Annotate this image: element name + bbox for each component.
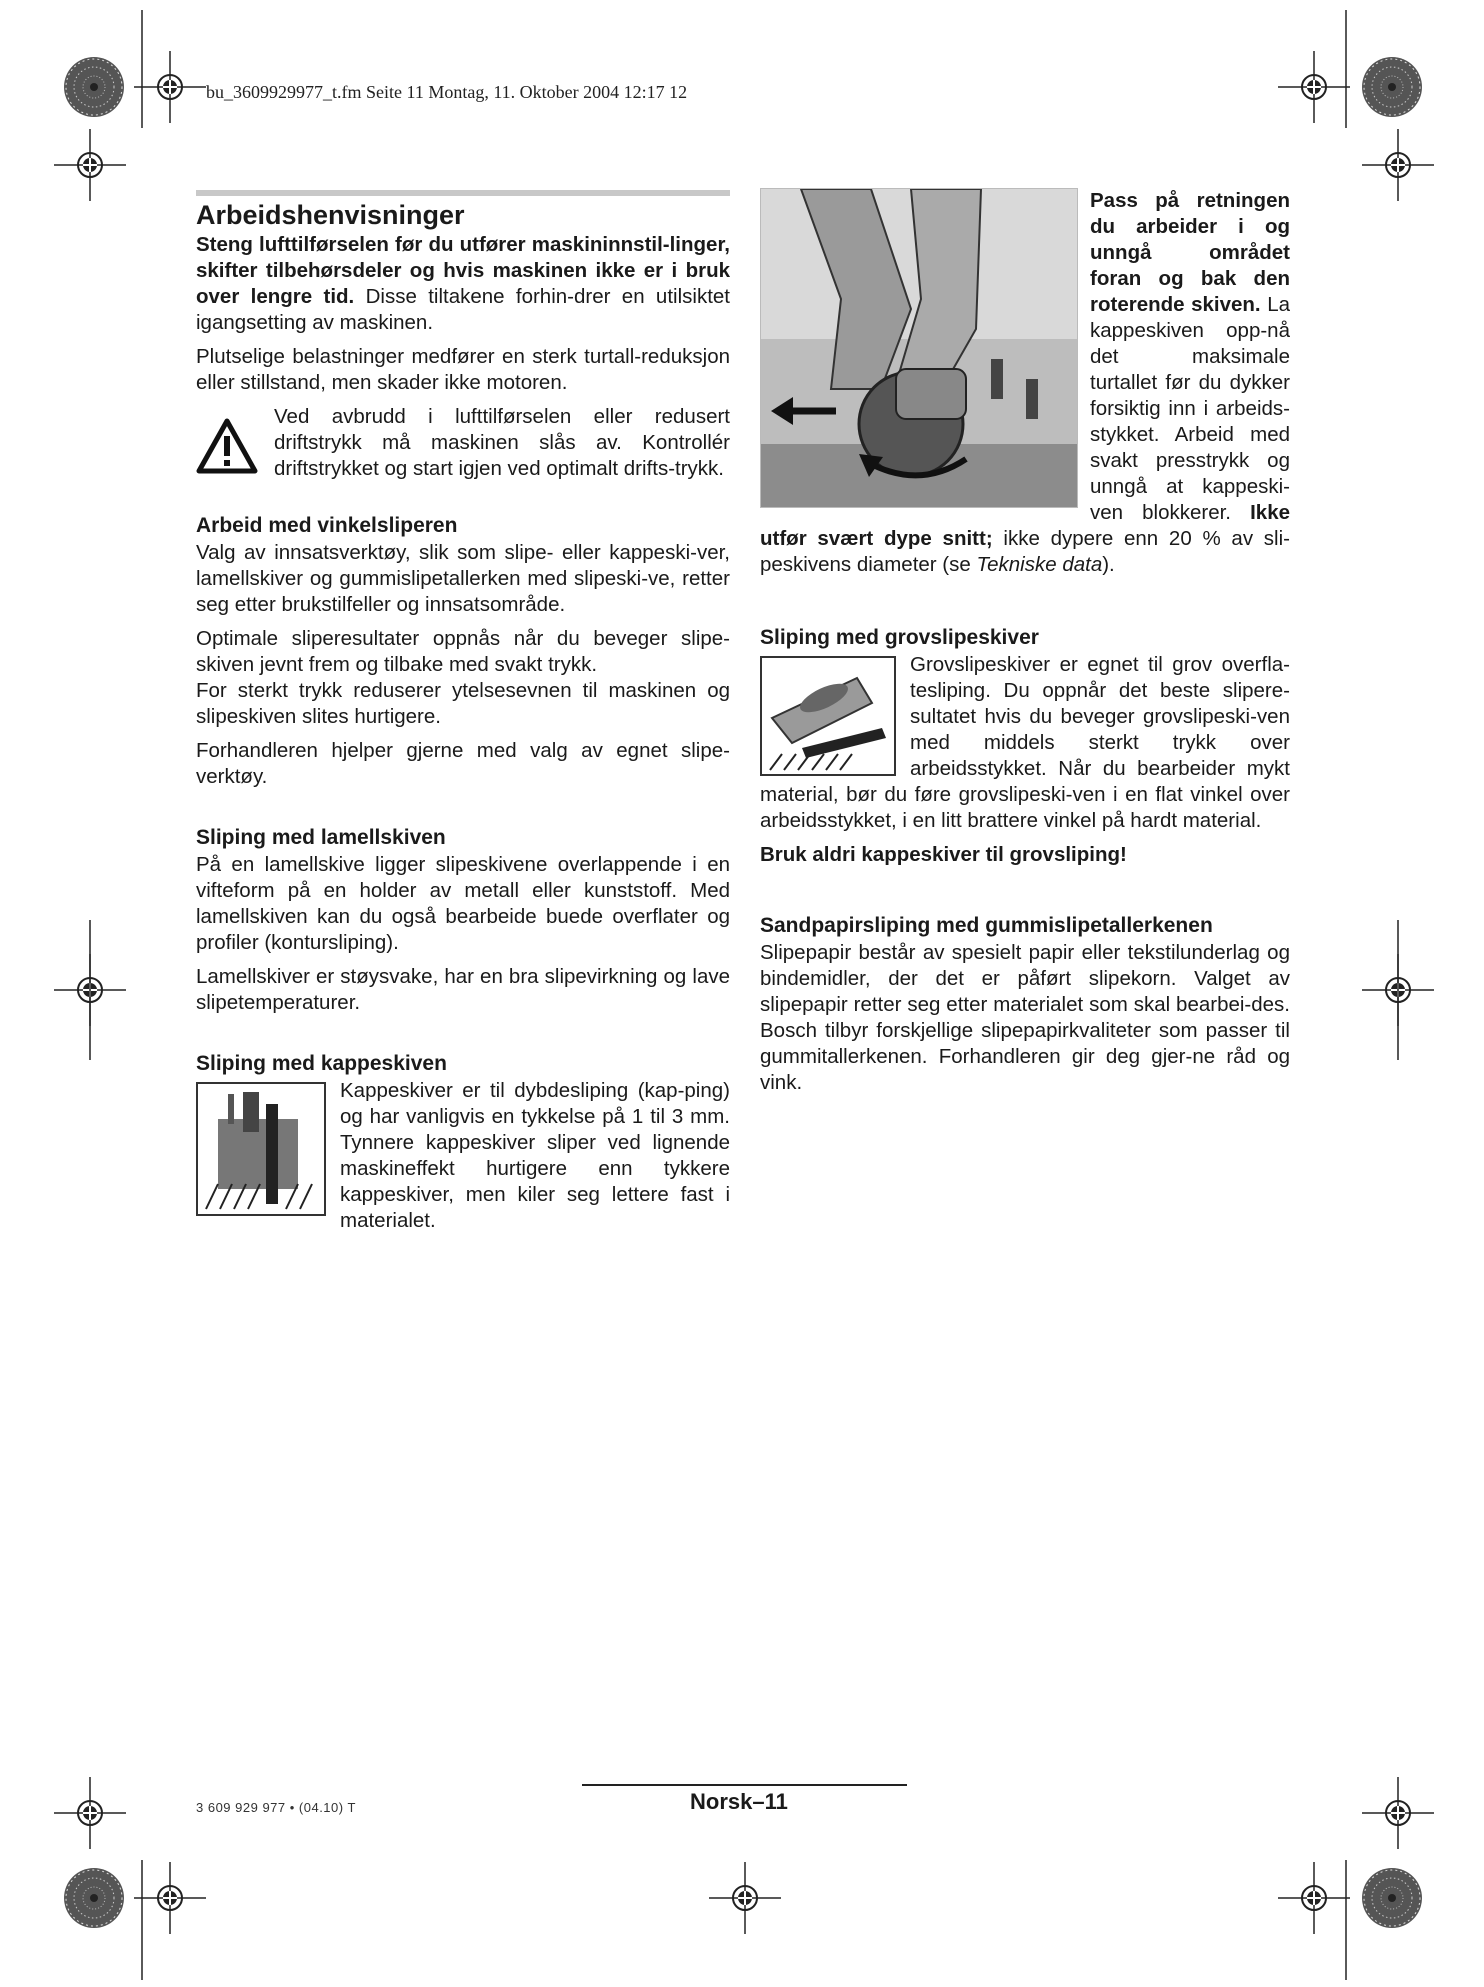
- angle-paragraph-2: Optimale sliperesultater oppnås når du beveger slipe-skiven jevnt frem og tilbake med svakt trykk.: [196, 627, 730, 676]
- right-column: [760, 188, 1290, 1104]
- intro-bold: Steng lufttilførselen før du utfører maskininnstil-linger, skifter tilbehørsdeler og hvis maskinen ikke er i bruk over lengre tid.: [196, 233, 730, 308]
- coarse-paragraph: Grovslipeskiver er egnet til grov overfla-tesliping. Du oppnår det beste slipere-sultatet hvis du beveger grovslipeski-ven med middels sterkt trykk over arbeidsstykket. Når du bearbeider mykt material, bør du føre grovslipeski-ven i en flat vinkel over arbeidsstykket, i en litt brattere vinkel på hardt material.: [760, 653, 1290, 832]
- file-header-line: bu_3609929977_t.fm Seite 11 Montag, 11. Oktober 2004 12:17 12: [206, 82, 688, 102]
- section-title: Arbeidshenvisninger: [196, 200, 465, 230]
- cutting-direction-illustration: [760, 188, 1078, 508]
- cutting-direction-text-2: ikke dypere enn 20 % av sli-peskivens diameter (se: [760, 527, 1290, 576]
- intro-rest: Disse tiltakene forhin-drer en utilsiktet igangsetting av maskinen.: [196, 285, 730, 334]
- page-number: Norsk–11: [690, 1789, 788, 1814]
- heading-lamell: Sliping med lamellskiven: [196, 826, 446, 849]
- lamell-paragraph-1: På en lamellskive ligger slipeskivene overlappende i en vifteform på en holder av metall eller kunststoff. Med lamellskiven kan du også bearbeide buede overflater og profiler (kontursliping).: [196, 853, 730, 954]
- angle-paragraph-1: Valg av innsatsverktøy, slik som slipe- eller kappeski-ver, lamellskiver og gummislipetallerken med slipeski-ve, retter seg etter brukstilfeller og innsatsområde.: [196, 541, 730, 616]
- cutting-direction-text-3: ).: [1102, 553, 1115, 576]
- intro-paragraph: [196, 232, 730, 336]
- heading-sanding: Sandpapirsliping med gummislipetallerkenen: [760, 914, 1213, 937]
- cutting-direction-block: [760, 188, 1290, 578]
- lamell-paragraph-2: Lamellskiver er støysvake, har en bra slipevirkning og lave slipetemperaturer.: [196, 965, 730, 1014]
- cutting-disc-illustration: [196, 1082, 326, 1216]
- warning-block: [196, 404, 730, 482]
- cutting-direction-text-1: La kappeskiven opp-nå det maksimale turtallet før du dykker forsiktig inn i arbeids-stykket. Arbeid med svakt presstrykk og unngå at kappeski-ven blokkerer.: [1090, 293, 1290, 524]
- angle-paragraph-3: For sterkt trykk reduserer ytelsesevnen til maskinen og slipeskiven slites hurtigere.: [196, 679, 730, 728]
- cutting-direction-bold-2: Ikke utfør svært dype snitt;: [760, 501, 1290, 550]
- footer-rule: [582, 1784, 907, 1786]
- cutting-direction-bold: Pass på retningen du arbeider i og unngå området foran og bak den roterende skiven.: [1090, 189, 1290, 316]
- left-column: [196, 198, 730, 1234]
- cutting-block: [196, 1078, 730, 1234]
- heading-angle-grinder: Arbeid med vinkelsliperen: [196, 514, 458, 537]
- technical-data-ref: Tekniske data: [976, 553, 1103, 576]
- document-code: 3 609 929 977 • (04.10) T: [196, 1800, 356, 1815]
- cutting-paragraph: Kappeskiver er til dybdesliping (kap-ping) og har vanligvis en tykkelse på 1 til 3 mm. Tynnere kappeskiver sliper ved lignende maskineffekt hurtigere enn tykkere kappeskiver, men kiler seg lettere fast i materialet.: [340, 1079, 730, 1232]
- coarse-warning: Bruk aldri kappeskiver til grovsliping!: [760, 843, 1127, 866]
- sanding-paragraph: Slipepapir består av spesielt papir eller tekstilunderlag og bindemidler, der det er påført slipekorn. Valget av slipepapir retter seg etter materialet som skal bearbei-des. Bosch tilbyr forskjellige slipepapirkvaliteter som passer til gummitallerkenen. Forhandleren gir deg gjer-ne råd og vink.: [760, 941, 1290, 1094]
- load-paragraph: Plutselige belastninger medfører en sterk turtall-reduksjon eller stillstand, men skader ikke motoren.: [196, 345, 730, 394]
- angle-paragraph-4: Forhandleren hjelper gjerne med valg av egnet slipe-verktøy.: [196, 739, 730, 788]
- coarse-block: [760, 652, 1290, 834]
- heading-cutting-disc: Sliping med kappeskiven: [196, 1052, 447, 1075]
- heading-coarse-disc: Sliping med grovslipeskiver: [760, 626, 1039, 649]
- warning-triangle-icon: [196, 418, 258, 474]
- warning-text: Ved avbrudd i lufttilførselen eller redusert driftstrykk må maskinen slås av. Kontrollér driftstrykket og start igjen ved optimalt drifts-trykk.: [274, 405, 730, 480]
- section-title-rule: [196, 190, 730, 196]
- coarse-disc-illustration: [760, 656, 896, 776]
